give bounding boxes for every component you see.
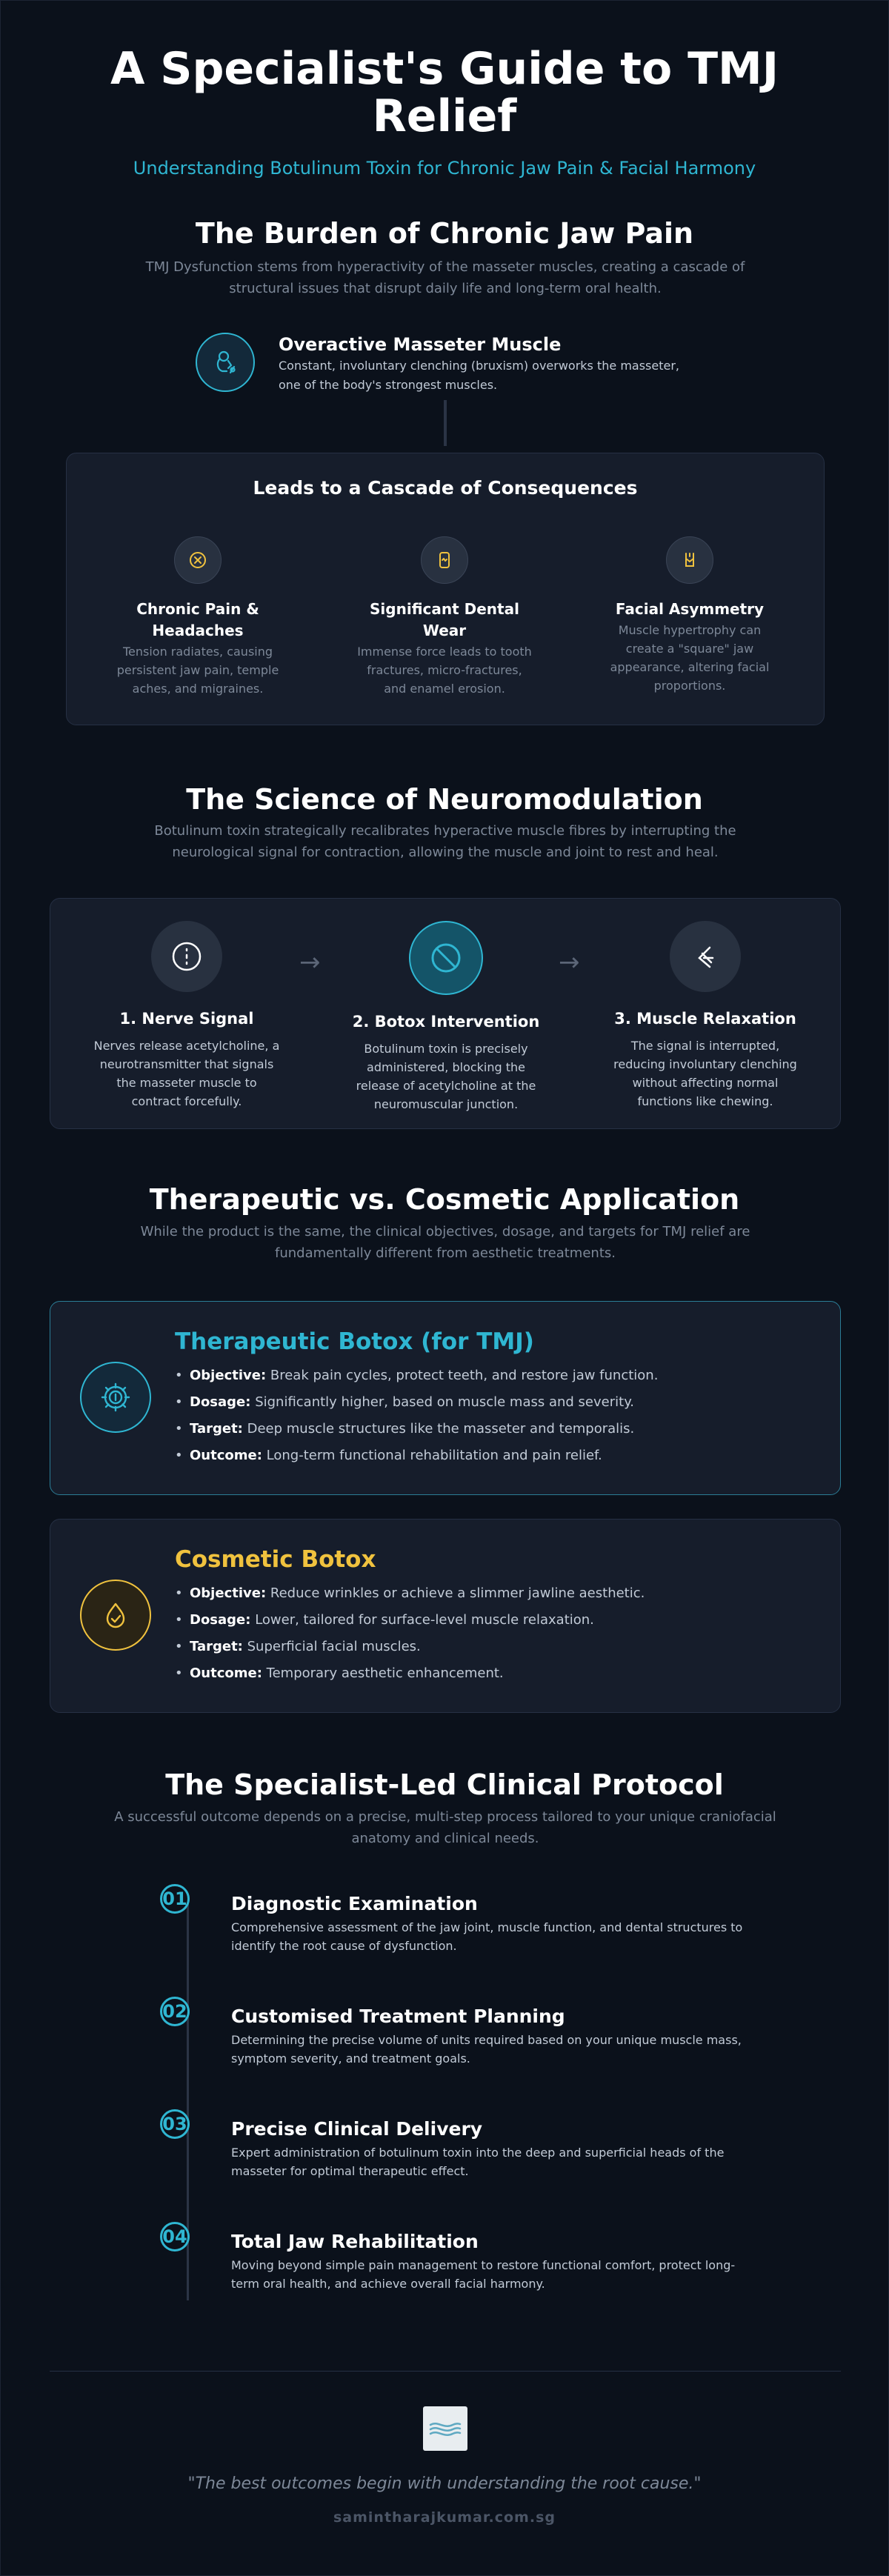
- list-item: • Outcome: Long-term functional rehabilitation and pain relief.: [190, 1442, 658, 1469]
- application-description: While the product is the same, the clinical objectives, dosage, and targets for TMJ relief are fundamentally different from aesthetic treatments.: [140, 1224, 750, 1261]
- step-title: 1. Nerve Signal: [119, 1010, 254, 1028]
- list-item: • Dosage: Significantly higher, based on muscle mass and severity.: [190, 1389, 658, 1416]
- consequence-text: Immense force leads to tooth fractures, micro-fractures, and enamel erosion.: [357, 645, 532, 696]
- step-title: Precise Clinical Delivery: [231, 2118, 483, 2140]
- therapeutic-title: Therapeutic Botox (for TMJ): [175, 1328, 534, 1355]
- pain-icon: [174, 536, 222, 584]
- protocol-step: [160, 1997, 753, 2078]
- step-title: Total Jaw Rehabilitation: [231, 2231, 479, 2252]
- neuro-step: [609, 921, 802, 1111]
- therapeutic-list: [190, 1362, 658, 1469]
- page-subtitle: Understanding Botulinum Toxin for Chronic Jaw Pain & Facial Harmony: [133, 158, 756, 179]
- cosmetic-title: Cosmetic Botox: [175, 1546, 376, 1573]
- list-item: • Objective: Break pain cycles, protect teeth, and restore jaw function.: [190, 1362, 658, 1389]
- masseter-cause: [196, 333, 693, 395]
- step-text: Determining the precise volume of units required based on your unique muscle mass, symptom severity, and treatment goals.: [231, 2033, 742, 2066]
- masseter-icon: [196, 333, 255, 392]
- consequence-title: Facial Asymmetry: [615, 600, 765, 618]
- connector-line: [444, 400, 447, 446]
- consequence-text: Muscle hypertrophy can create a "square" jaw appearance, altering facial proportions.: [610, 623, 770, 693]
- consequence-title: Chronic Pain & Headaches: [136, 600, 259, 639]
- step-number: 03: [160, 2109, 190, 2139]
- consequence-item: [601, 536, 779, 695]
- burden-description: TMJ Dysfunction stems from hyperactivity of the masseter muscles, creating a cascade of structural issues that disrupt daily life and long-term oral health.: [145, 259, 745, 296]
- list-item: • Target: Superficial facial muscles.: [190, 1634, 645, 1660]
- step-title: 3. Muscle Relaxation: [614, 1010, 796, 1028]
- step-title: 2. Botox Intervention: [352, 1013, 540, 1031]
- protocol-step: [160, 2222, 753, 2303]
- footer-quote: "The best outcomes begin with understanding the root cause.": [187, 2475, 702, 2493]
- step-text: Moving beyond simple pain management to restore functional comfort, protect long-term oral health, and achieve overall facial harmony.: [231, 2258, 736, 2291]
- list-item: • Target: Deep muscle structures like the masseter and temporalis.: [190, 1416, 658, 1442]
- relax-icon: [670, 921, 741, 992]
- protocol-title: The Specialist-Led Clinical Protocol: [165, 1768, 724, 1801]
- masseter-text: Constant, involuntary clenching (bruxism) overworks the masseter, one of the body's strongest muscles.: [279, 359, 680, 392]
- step-number: 01: [160, 1884, 190, 1914]
- therapeutic-gear-icon: [80, 1362, 151, 1433]
- step-title: Customised Treatment Planning: [231, 2006, 565, 2027]
- burden-title: The Burden of Chronic Jaw Pain: [195, 217, 694, 250]
- step-text: Expert administration of botulinum toxin into the deep and superficial heads of the masseter for optimal therapeutic effect.: [231, 2146, 725, 2178]
- step-text: Comprehensive assessment of the jaw joint, muscle function, and dental structures to identify the root cause of dysfunction.: [231, 1920, 743, 1953]
- clinic-logo[interactable]: [423, 2406, 467, 2451]
- cosmetic-list: [190, 1580, 645, 1687]
- protocol-step: [160, 1884, 753, 1966]
- asymmetry-icon: [666, 536, 713, 584]
- footer-site-link[interactable]: samintharajkumar.com.sg: [333, 2509, 556, 2526]
- science-title: The Science of Neuromodulation: [186, 783, 703, 816]
- cascade-panel: [66, 453, 825, 725]
- arrow-right-icon: →: [559, 948, 580, 977]
- page-title: A Specialist's Guide to TMJ Relief: [110, 43, 779, 142]
- cosmetic-card: [50, 1519, 841, 1713]
- block-icon: [409, 921, 483, 995]
- list-item: • Objective: Reduce wrinkles or achieve a slimmer jawline aesthetic.: [190, 1580, 645, 1607]
- list-item: • Dosage: Lower, tailored for surface-level muscle relaxation.: [190, 1607, 645, 1634]
- masseter-title: Overactive Masseter Muscle: [279, 334, 562, 355]
- cosmetic-drop-icon: [80, 1580, 151, 1651]
- footer-divider: [50, 2371, 841, 2372]
- arrow-right-icon: →: [299, 948, 321, 977]
- step-title: Diagnostic Examination: [231, 1893, 478, 1914]
- neuro-step: [350, 921, 542, 1114]
- consequence-title: Significant Dental Wear: [370, 600, 519, 639]
- tooth-icon: [421, 536, 468, 584]
- science-description: Botulinum toxin strategically recalibrates hyperactive muscle fibres by interrupting the neurological signal for contraction, allowing the muscle and joint to rest and heal.: [154, 823, 736, 860]
- cascade-title: Leads to a Cascade of Consequences: [253, 477, 638, 499]
- list-item: • Outcome: Temporary aesthetic enhancement.: [190, 1660, 645, 1687]
- therapeutic-card: [50, 1301, 841, 1495]
- step-number: 02: [160, 1997, 190, 2026]
- step-text: Nerves release acetylcholine, a neurotransmitter that signals the masseter muscle to contract forcefully.: [93, 1039, 280, 1108]
- neuro-step: [90, 921, 283, 1111]
- consequence-text: Tension radiates, causing persistent jaw pain, temple aches, and migraines.: [116, 645, 279, 696]
- step-number: 04: [160, 2222, 190, 2251]
- step-text: The signal is interrupted, reducing involuntary clenching without affecting normal functions like chewing.: [613, 1039, 797, 1108]
- application-title: Therapeutic vs. Cosmetic Application: [149, 1183, 740, 1216]
- consequence-item: [109, 536, 287, 698]
- neuromodulation-panel: [50, 898, 841, 1129]
- signal-icon: [151, 921, 222, 992]
- protocol-step: [160, 2109, 753, 2191]
- consequence-item: [356, 536, 533, 698]
- hero-header: [1, 45, 888, 179]
- protocol-description: A successful outcome depends on a precise, multi-step process tailored to your unique craniofacial anatomy and clinical needs.: [114, 1809, 776, 1846]
- step-text: Botulinum toxin is precisely administered, blocking the release of acetylcholine at the neuromuscular junction.: [356, 1042, 536, 1111]
